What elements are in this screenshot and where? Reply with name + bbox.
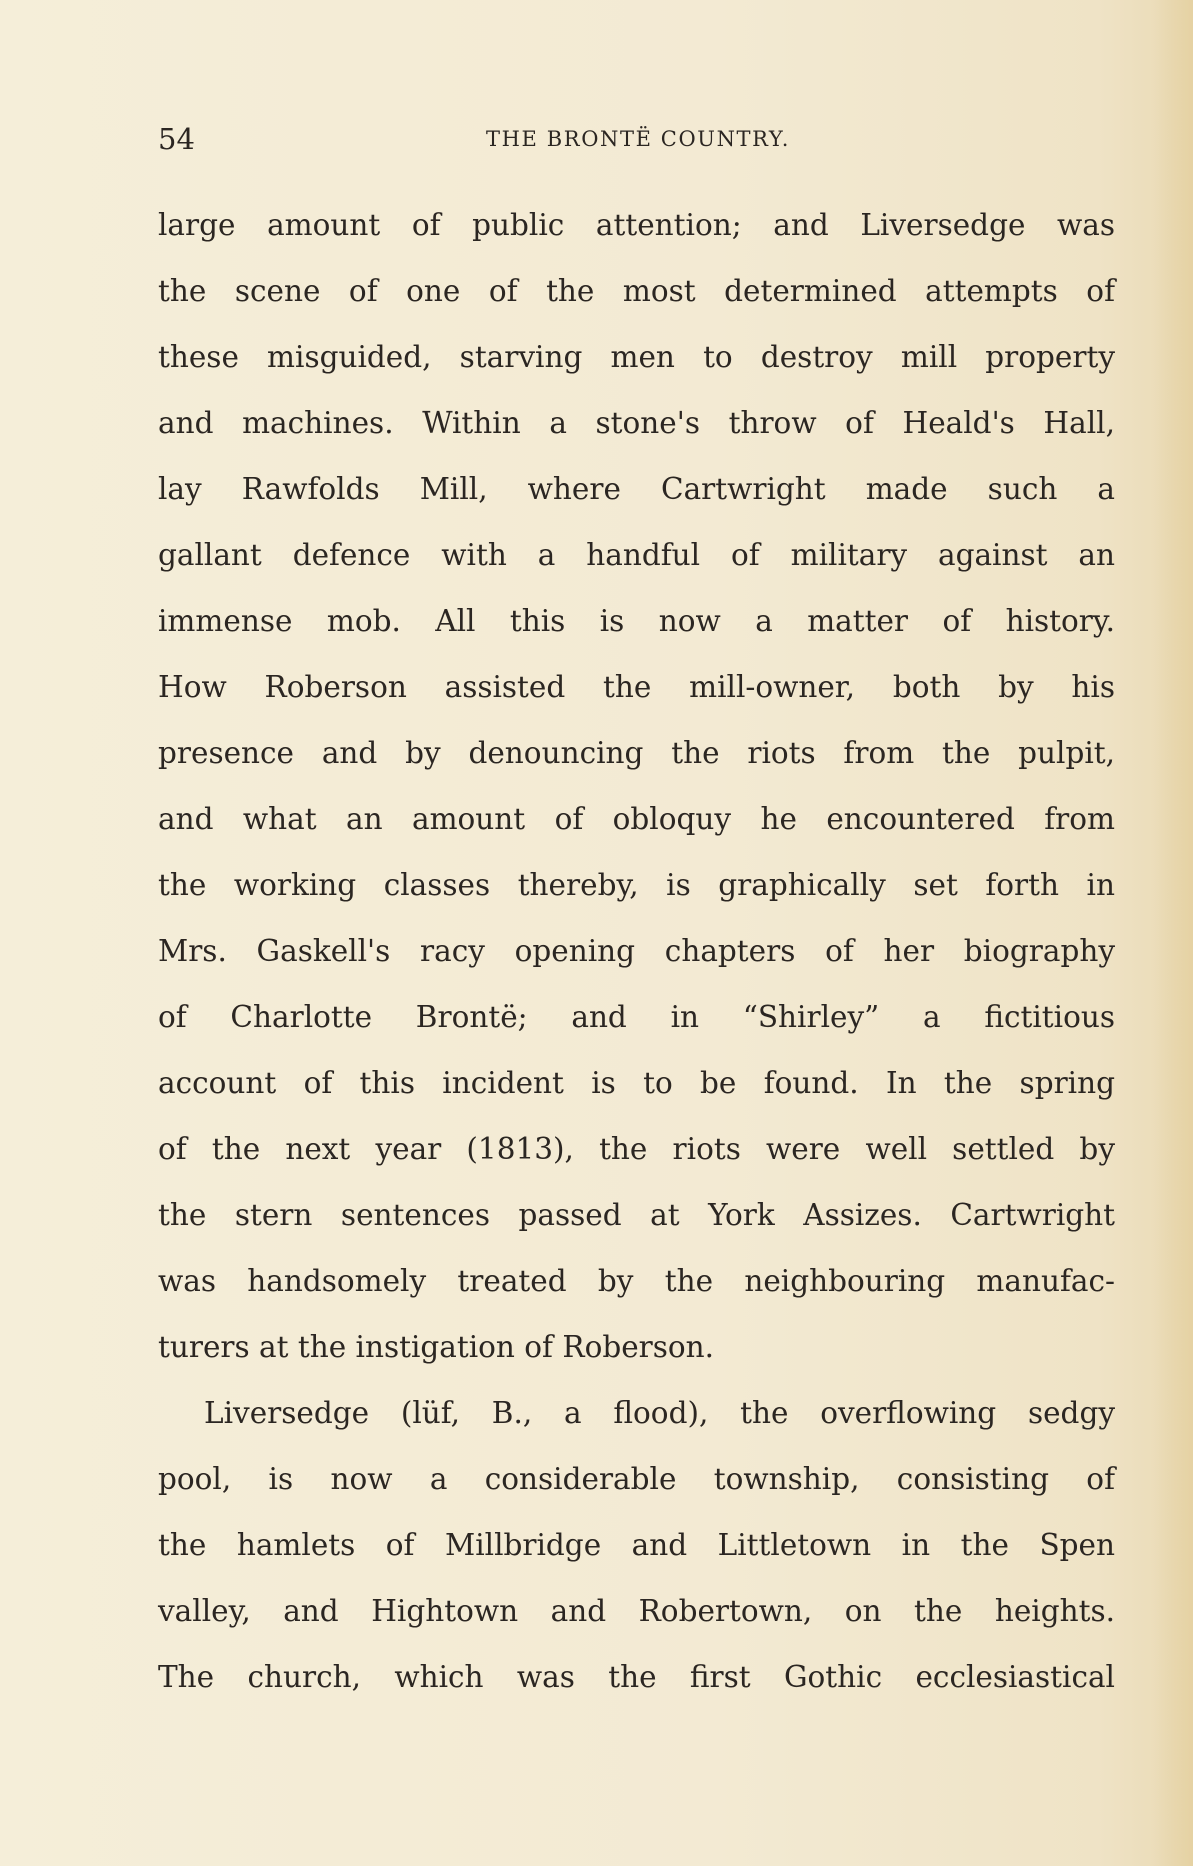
text-line: the working classes thereby, is graphically set forth in [158, 868, 1115, 902]
text-line: and machines. Within a stone's throw of Heald's Hall, [158, 406, 1115, 440]
text-line: pool, is now a considerable township, consisting of [158, 1462, 1115, 1496]
page-number: 54 [158, 122, 195, 156]
text-line: valley, and Hightown and Robertown, on the heights. [158, 1594, 1115, 1628]
text-line: and what an amount of obloquy he encountered from [158, 802, 1115, 836]
text-line: the hamlets of Millbridge and Littletown in the Spen [158, 1528, 1115, 1562]
page-edge-shading [1153, 0, 1193, 1866]
page-header [158, 122, 1118, 162]
text-line: lay Rawfolds Mill, where Cartwright made such a [158, 472, 1115, 506]
text-line: Mrs. Gaskell's racy opening chapters of her biography [158, 934, 1115, 968]
text-line: of the next year (1813), the riots were well settled by [158, 1132, 1115, 1166]
paragraph-start-line: Liversedge (lüf, B., a flood), the overflowing sedgy [204, 1396, 1115, 1430]
running-title: THE BRONTË COUNTRY. [486, 127, 790, 151]
text-line: of Charlotte Brontë; and in “Shirley” a fictitious [158, 1000, 1115, 1034]
text-line: large amount of public attention; and Liversedge was [158, 208, 1115, 242]
paragraph-end-line: turers at the instigation of Roberson. [158, 1330, 715, 1364]
text-line: the stern sentences passed at York Assizes. Cartwright [158, 1198, 1115, 1232]
text-line: the scene of one of the most determined attempts of [158, 274, 1115, 308]
text-line: was handsomely treated by the neighbouring manufac- [158, 1264, 1115, 1298]
text-line: How Roberson assisted the mill-owner, both by his [158, 670, 1115, 704]
text-line: account of this incident is to be found. In the spring [158, 1066, 1115, 1100]
text-line: gallant defence with a handful of military against an [158, 538, 1115, 572]
text-line: The church, which was the first Gothic ecclesiastical [158, 1660, 1115, 1694]
text-line: presence and by denouncing the riots from the pulpit, [158, 736, 1115, 770]
body-text [158, 192, 1115, 1710]
text-line: these misguided, starving men to destroy mill property [158, 340, 1115, 374]
text-line: immense mob. All this is now a matter of history. [158, 604, 1115, 638]
